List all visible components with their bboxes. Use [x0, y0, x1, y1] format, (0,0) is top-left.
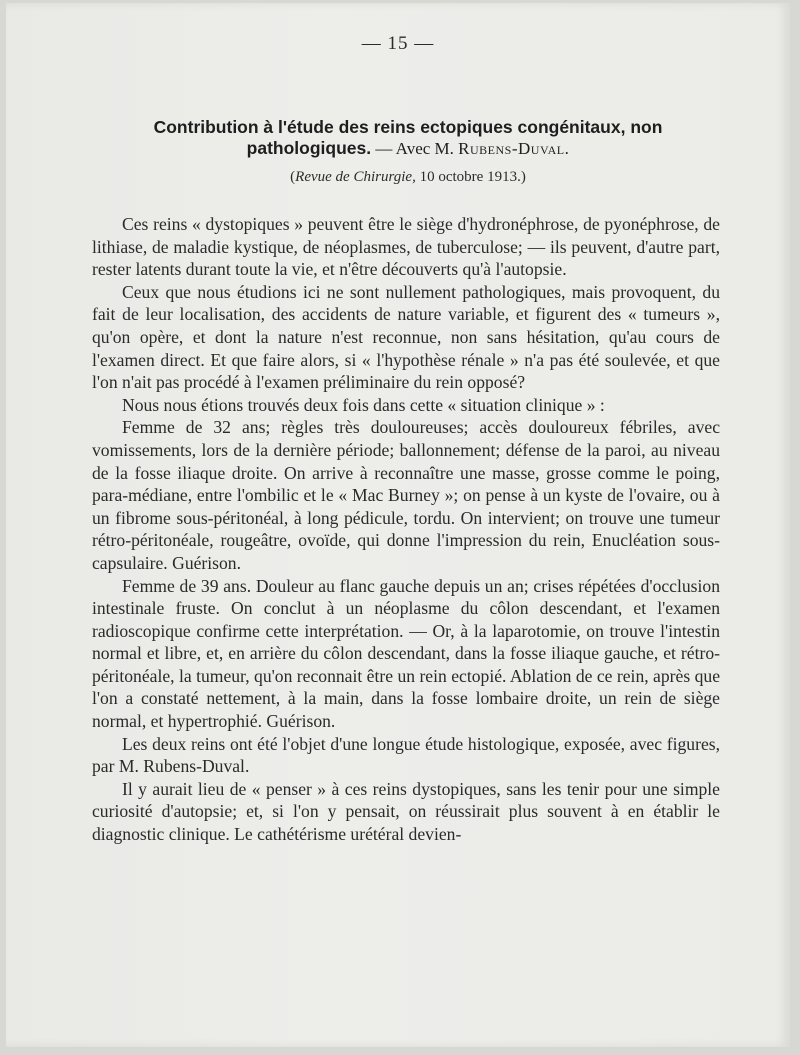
title-main: Contribution à l'étude des reins ectopiques congénitaux, non pathologiques. — [153, 117, 663, 158]
paragraph: Nous nous étions trouvés deux fois dans cette « situation clinique » : — [122, 394, 605, 415]
article-body — [92, 213, 720, 846]
paragraph: Femme de 32 ans; règles très douloureuses; accès douloureux fébriles, avec vomissements, lors de la dernière période; ballonnement; défense de la paroi, au niveau de la fosse iliaque droite. On arrive à reconnaître une masse, grosse comme le poing, para-médiane, entre l'ombilic et le « Mac Burney »; on pense à un kyste de l'ovaire, ou à un fibrome sous-péritonéal, à long pédicule, tordu. On intervient; on trouve une tumeur rétro-péritonéale, rougeâtre, ovoïde, qui donne l'impression du rein, Enucléation sous-capsulaire. Guérison. — [92, 417, 720, 573]
document-page — [6, 3, 790, 1047]
title-dash: — Avec M. — [371, 139, 459, 158]
page-number: — 15 — — [361, 33, 435, 54]
title-author: Rubens-Duval. — [458, 139, 570, 158]
paragraph: Ceux que nous étudions ici ne sont nullement pathologiques, mais provoquent, du fait de leur localisation, des accidents de nature variable, et figurent des « tumeurs », qu'on opère, et dont la nature n'est reconnue, non sans hésitation, qu'au cours de l'examen direct. Et que faire alors, si « l'hypothèse rénale » n'a pas été soulevée, et que l'on n'ait pas procédé à l'examen préliminaire du rein opposé? — [92, 281, 720, 393]
paragraph: Les deux reins ont été l'objet d'une longue étude histologique, exposée, avec figures, par M. Rubens-Duval. — [92, 733, 720, 777]
paragraph: Femme de 39 ans. Douleur au flanc gauche depuis un an; crises répétées d'occlusion intestinale fruste. On conclut à un néoplasme du côlon descendant, et l'examen radioscopique confirme cette interprétation. — Or, à la laparotomie, on trouve l'intestin normal et libre, et, en arrière du côlon descendant, dans la fosse iliaque gauche, et rétro-péritonéale, la tumeur, qu'on reconnait être un rein ectopié. Ablation de ce rein, après que l'on a constaté nettement, à la main, dans la fosse lombaire droite, un rein de siège normal, et hypertrophié. Guérison. — [92, 575, 720, 732]
source-journal: Revue de Chirurgie, — [295, 169, 416, 185]
source-citation — [102, 169, 714, 186]
source-open: ( — [290, 169, 296, 185]
source-date: 10 octobre 1913.) — [415, 169, 526, 185]
paragraph: Il y aurait lieu de « penser » à ces reins dystopiques, sans les tenir pour une simple curiosité d'autopsie; et, si l'on y pensait, on réussirait plus souvent à en établir le diagnostic clinique. Le cathétérisme urétéral devien- — [92, 778, 720, 845]
article-title — [102, 117, 714, 159]
paragraph: Ces reins « dystopiques » peuvent être le siège d'hydronéphrose, de pyonéphrose, de lithiase, de maladie kystique, de néoplasmes, de tuberculose; — ils peuvent, d'autre part, rester latents durant toute la vie, et n'être découverts qu'à l'autopsie. — [92, 214, 720, 280]
